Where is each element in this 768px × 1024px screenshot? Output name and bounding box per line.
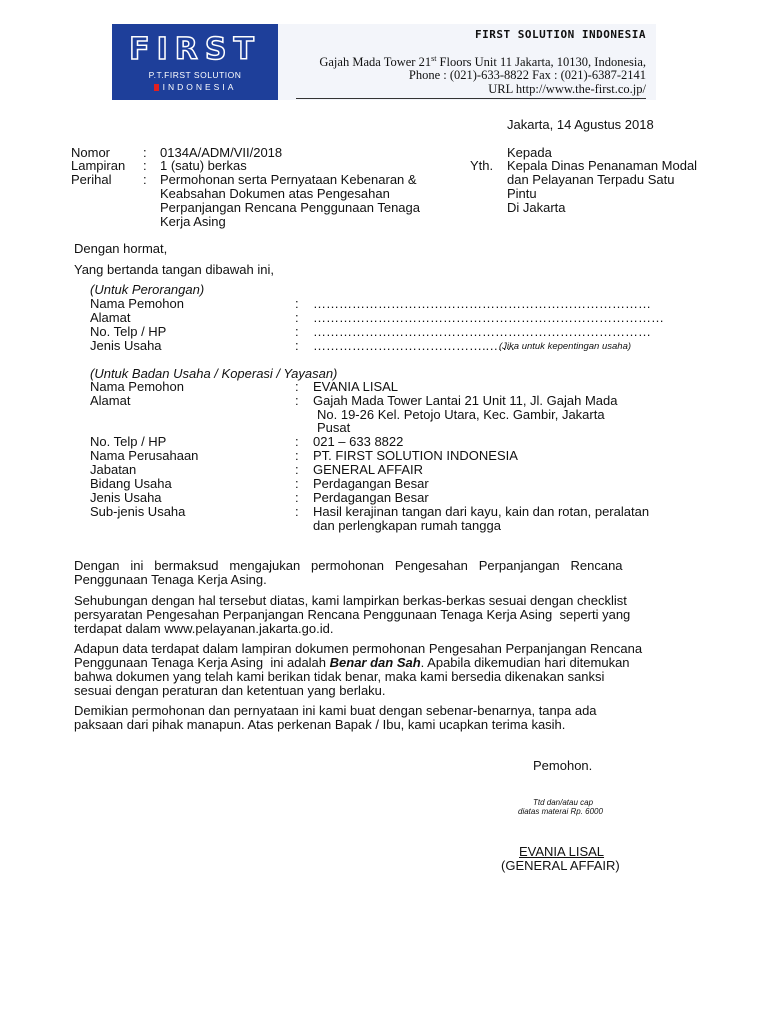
field-label: Nama Perusahaan	[90, 448, 199, 463]
field-colon: :	[295, 296, 299, 311]
paragraph-line: Dengan ini bermaksud mengajukan permohonan Pengesahan Perpanjangan Rencana	[74, 558, 623, 573]
paragraph-line: Sehubungan dengan hal tersebut diatas, kami lampirkan berkas-berkas sesuai dengan checklist	[74, 593, 627, 608]
greeting: Dengan hormat,	[74, 241, 168, 256]
field-colon: :	[295, 448, 299, 463]
paragraph-line: Demikian permohonan dan pernyataan ini kami buat dengan sebenar-benarnya, tanpa ada	[74, 703, 597, 718]
paragraph-line: paksaan dari pihak manapun. Atas perkenan Bapak / Ibu, kami ucapkan terima kasih.	[74, 717, 566, 732]
telp-value: 021 – 633 8822	[313, 434, 404, 449]
field-colon: :	[295, 310, 299, 325]
jabatan-value: GENERAL AFFAIR	[313, 462, 424, 477]
recipient-line: Kepala Dinas Penanaman Modal	[507, 158, 698, 173]
paragraph-line: sesuai dengan peraturan dan ketentuan yang berlaku.	[74, 683, 386, 698]
field-colon: :	[295, 434, 299, 449]
lampiran-value: 1 (satu) berkas	[160, 158, 247, 173]
jenis-value: Perdagangan Besar	[313, 490, 429, 505]
company-url: URL http://www.the-first.co.jp/	[488, 82, 646, 96]
signature-pemohon: Pemohon.	[533, 758, 593, 773]
subjenis-line: dan perlengkapan rumah tangga	[313, 518, 501, 533]
field-value-blank: ………………………………………………………………………	[313, 310, 664, 325]
field-colon: :	[295, 462, 299, 477]
recipient-line: dan Pelayanan Terpadu Satu	[507, 172, 675, 187]
logo-subtitle: P.T.FIRST SOLUTION	[148, 70, 242, 80]
perusahaan-value: PT. FIRST SOLUTION INDONESIA	[313, 448, 518, 463]
field-label: Alamat	[90, 393, 131, 408]
perorangan-heading: (Untuk Perorangan)	[90, 282, 205, 297]
signature-note: Ttd dan/atau cap	[533, 798, 594, 807]
paragraph-line: bahwa dokumen yang telah kami berikan tidak benar, maka kami bersedia dikenakan sanksi	[74, 669, 605, 684]
logo-red-mark-icon	[154, 84, 159, 91]
perihal-label: Perihal	[71, 172, 112, 187]
perihal-line: Perpanjangan Rencana Penggunaan Tenaga	[160, 200, 420, 215]
lampiran-label: Lampiran	[71, 158, 126, 173]
subjenis-line: Hasil kerajinan tangan dari kayu, kain dan rotan, peralatan	[313, 504, 650, 519]
intro: Yang bertanda tangan dibawah ini,	[74, 262, 274, 277]
recipient-kepada: Kepada	[507, 145, 552, 160]
jenis-usaha-note: (Jika untuk kepentingan usaha)	[499, 341, 632, 352]
field-label: No. Telp / HP	[90, 434, 167, 449]
company-logo	[112, 24, 278, 100]
badan-usaha-heading: (Untuk Badan Usaha / Koperasi / Yayasan)	[90, 366, 338, 381]
field-value-blank: ……………………………………………………………………	[313, 296, 651, 311]
field-label: Sub-jenis Usaha	[90, 504, 186, 519]
logo-wordmark: FIRST	[129, 32, 261, 67]
alamat-line: No. 19-26 Kel. Petojo Utara, Kec. Gambir, Jakarta	[317, 407, 605, 422]
paragraph-text: Penggunaan Tenaga Kerja Asing ini adalah	[74, 655, 330, 670]
emphasis-benar-dan-sah: Benar dan Sah	[329, 655, 421, 670]
paragraph-line: terdapat dalam www.pelayanan.jakarta.go.id.	[74, 621, 334, 636]
field-label: Jabatan	[90, 462, 137, 477]
paragraph-line-mixed	[74, 656, 630, 670]
field-value-blank: …………………………………..……	[313, 338, 516, 353]
address-part-rest: Floors Unit 11 Jakarta, 10130, Indonesia,	[436, 55, 646, 70]
perihal-line: Kerja Asing	[160, 214, 226, 229]
logo-country-text: INDONESIA	[162, 82, 237, 92]
field-colon: :	[295, 393, 299, 408]
field-label: Bidang Usaha	[90, 476, 172, 491]
nama-pemohon-value: EVANIA LISAL	[313, 379, 399, 394]
perihal-colon: :	[143, 172, 147, 187]
field-label: Jenis Usaha	[90, 490, 162, 505]
address-superscript: st	[431, 54, 437, 63]
nomor-value: 0134A/ADM/VII/2018	[160, 145, 283, 160]
field-value-blank: ……………………………………………………………………	[313, 324, 651, 339]
field-colon: :	[295, 338, 299, 353]
company-phone: Phone : (021)-633-8822 Fax : (021)-6387-2141	[408, 68, 646, 82]
field-colon: :	[295, 476, 299, 491]
perihal-line: Permohonan serta Pernyataan Kebenaran &	[160, 172, 417, 187]
recipient-line: Pintu	[507, 186, 537, 201]
field-colon: :	[295, 490, 299, 505]
alamat-line: Gajah Mada Tower Lantai 21 Unit 11, Jl. Gajah Mada	[313, 393, 618, 408]
nomor-colon: :	[143, 145, 147, 160]
nomor-label: Nomor	[71, 145, 111, 160]
logo-country	[112, 82, 278, 92]
field-label: Nama Pemohon	[90, 296, 184, 311]
letterhead-divider	[296, 98, 646, 99]
lampiran-colon: :	[143, 158, 147, 173]
bidang-value: Perdagangan Besar	[313, 476, 429, 491]
field-label: Jenis Usaha	[90, 338, 162, 353]
address-part: Gajah Mada Tower 21	[319, 55, 432, 70]
field-colon: :	[295, 379, 299, 394]
field-colon: :	[295, 504, 299, 519]
field-label: Nama Pemohon	[90, 379, 184, 394]
signature-note: diatas materai Rp. 6000	[518, 807, 603, 816]
recipient-yth: Yth.	[470, 158, 494, 173]
letter-date: Jakarta, 14 Agustus 2018	[507, 117, 654, 132]
signatory-title: (GENERAL AFFAIR)	[501, 858, 620, 873]
recipient-line: Di Jakarta	[507, 200, 566, 215]
paragraph-line: Adapun data terdapat dalam lampiran dokumen permohonan Pengesahan Perpanjangan Rencana	[74, 641, 643, 656]
field-label: Alamat	[90, 310, 131, 325]
letterhead	[112, 24, 656, 100]
company-name: FIRST SOLUTION INDONESIA	[475, 28, 646, 41]
field-colon: :	[295, 324, 299, 339]
paragraph-line: persyaratan Pengesahan Perpanjangan Rencana Penggunaan Tenaga Kerja Asing seperti yang	[74, 607, 631, 622]
paragraph-text: . Apabila dikemudian hari ditemukan	[420, 655, 630, 670]
field-label: No. Telp / HP	[90, 324, 167, 339]
alamat-line: Pusat	[317, 420, 351, 435]
perihal-line: Keabsahan Dokumen atas Pengesahan	[160, 186, 390, 201]
paragraph-line: Penggunaan Tenaga Kerja Asing.	[74, 572, 267, 587]
signatory-name: EVANIA LISAL	[519, 844, 605, 859]
